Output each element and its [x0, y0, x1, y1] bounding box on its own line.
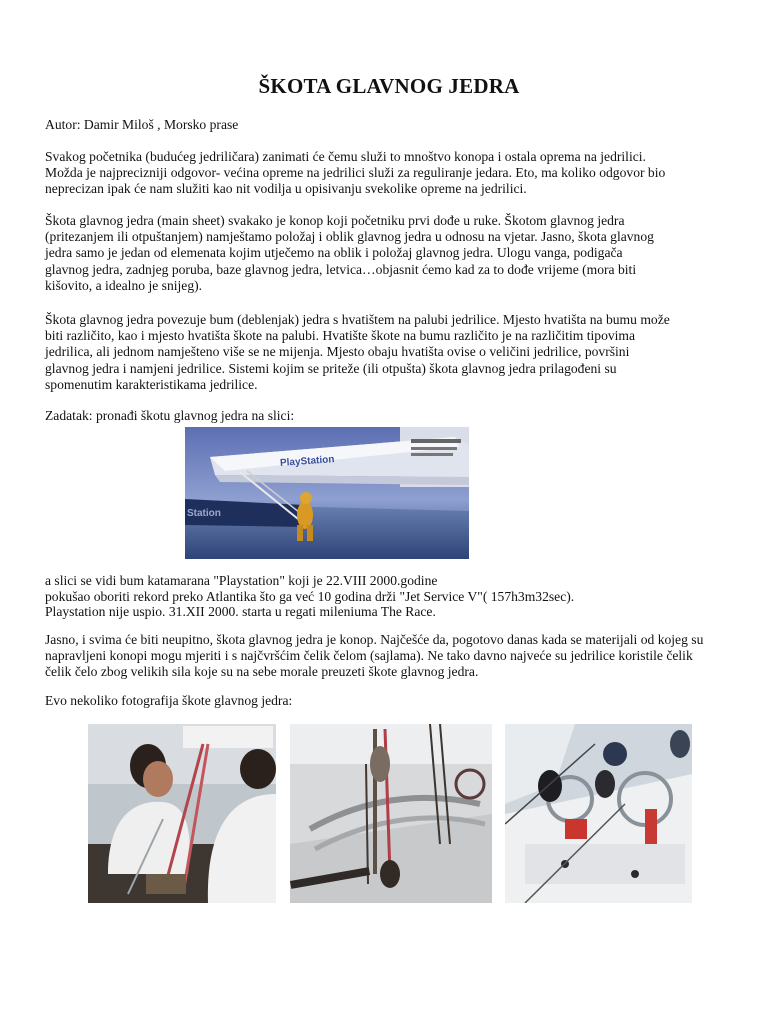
text-line: glavnog jedra, zadnjeg poruba, baze glavnog jedra, letvica…objasnit ćemo kad za to dođe vrijeme (mora biti	[45, 261, 637, 277]
text-line: kišovito, a idealno je snijeg).	[45, 277, 203, 293]
task-text: Zadatak: pronađi škotu glavnog jedra na slici:	[45, 408, 295, 423]
text-line: Playstation nije uspio. 31.XII 2000. starta u regati mileniuma The Race.	[45, 604, 436, 619]
text-line: pokušao oboriti rekord preko Atlantika što ga već 10 godina drži "Jet Service V"( 157h3m32sec).	[45, 588, 575, 604]
author-text: Autor: Damir Miloš , Morsko prase	[45, 117, 239, 132]
text-line: jedrilica, ali jednom namješteno više se ne mijenja. Mjesto obaju hvatišta ovise o veličini jedrilice, površini	[45, 344, 630, 360]
text-line: (pritezanjem ili otpuštanjem) namještamo položaj i oblik glavnog jedra u odnosu na vjetar. Jasno, škota glavnog	[45, 229, 654, 245]
cockpit-crew-photo	[505, 724, 692, 903]
photos-intro-line	[45, 693, 745, 709]
text-line: Jasno, i svima će biti neupitno, škota glavnog jedra je konop. Najčešće da, pogotovo danas kada se materijali od kojeg su	[45, 632, 704, 647]
sailors-trimming-photo	[88, 724, 276, 903]
text-line: biti različito, kao i mjesto hvatišta škote na palubi. Hvatište škote na bumu različito je na različitim tipovima	[45, 328, 636, 344]
photos-intro-text: Evo nekoliko fotografija škote glavnog jedra:	[45, 693, 293, 708]
task-line	[45, 408, 745, 424]
boom-paragraph	[45, 312, 745, 393]
boom-logo-text: PlayStation	[279, 454, 335, 469]
photo-caption	[45, 573, 745, 620]
intro-paragraph	[45, 149, 745, 198]
text-line: a slici se vidi bum katamarana "Playstation" koji je 22.VIII 2000.godine	[45, 573, 438, 588]
main-sheet-paragraph	[45, 213, 745, 294]
author-line	[45, 117, 745, 133]
rope-paragraph	[45, 632, 745, 681]
text-line: čelik čelo zbog velikih sila koje su na sebe morale preuzeti škote glavnog jedra.	[45, 664, 479, 680]
playstation-boom-photo	[185, 427, 469, 559]
hull-logo-text: Station	[187, 508, 221, 519]
document-title: ŠKOTA GLAVNOG JEDRA	[258, 74, 520, 98]
mainsheet-tackle-photo	[290, 724, 492, 903]
text-line: neprecizan ipak će nam služiti kao nit vodilja u opisivanju svekolike opreme na jedrilici.	[45, 181, 527, 197]
text-line: glavnog jedra i namjeni jedrilice. Sistemi kojim se priteže (ili otpušta) škota glavnog jedra prilagođeni su	[45, 360, 617, 376]
text-line: spomenutim karakteristikama jedrilice.	[45, 376, 258, 392]
text-line: Škota glavnog jedra povezuje bum (deblenjak) jedra s hvatištem na palubi jedrilice. Mjesto hvatišta na bumu može	[45, 312, 670, 327]
text-line: jedra samo je jedan od elemenata kojim utječemo na oblik i položaj glavnog jedra. Ulogu vanga, podigača	[45, 245, 623, 261]
text-line: napravljeni konopi mogu mjeriti i s najčvršćim čelik čelom (sajlama). Ne tako davno najveće su jedrilice koristile čelik	[45, 648, 693, 664]
text-line: Škota glavnog jedra (main sheet) svakako je konop koji početniku prvi dođe u ruke. Škotom glavnog jedra	[45, 213, 625, 228]
text-line: Svakog početnika (budućeg jedriličara) zanimati će čemu služi to mnoštvo konopa i ostala oprema na jedrilici.	[45, 149, 646, 164]
text-line: Možda je najprecizniji odgovor- većina opreme na jedrilici služi za reguliranje jedara. Eto, ma koliko odgovor bio	[45, 165, 666, 181]
